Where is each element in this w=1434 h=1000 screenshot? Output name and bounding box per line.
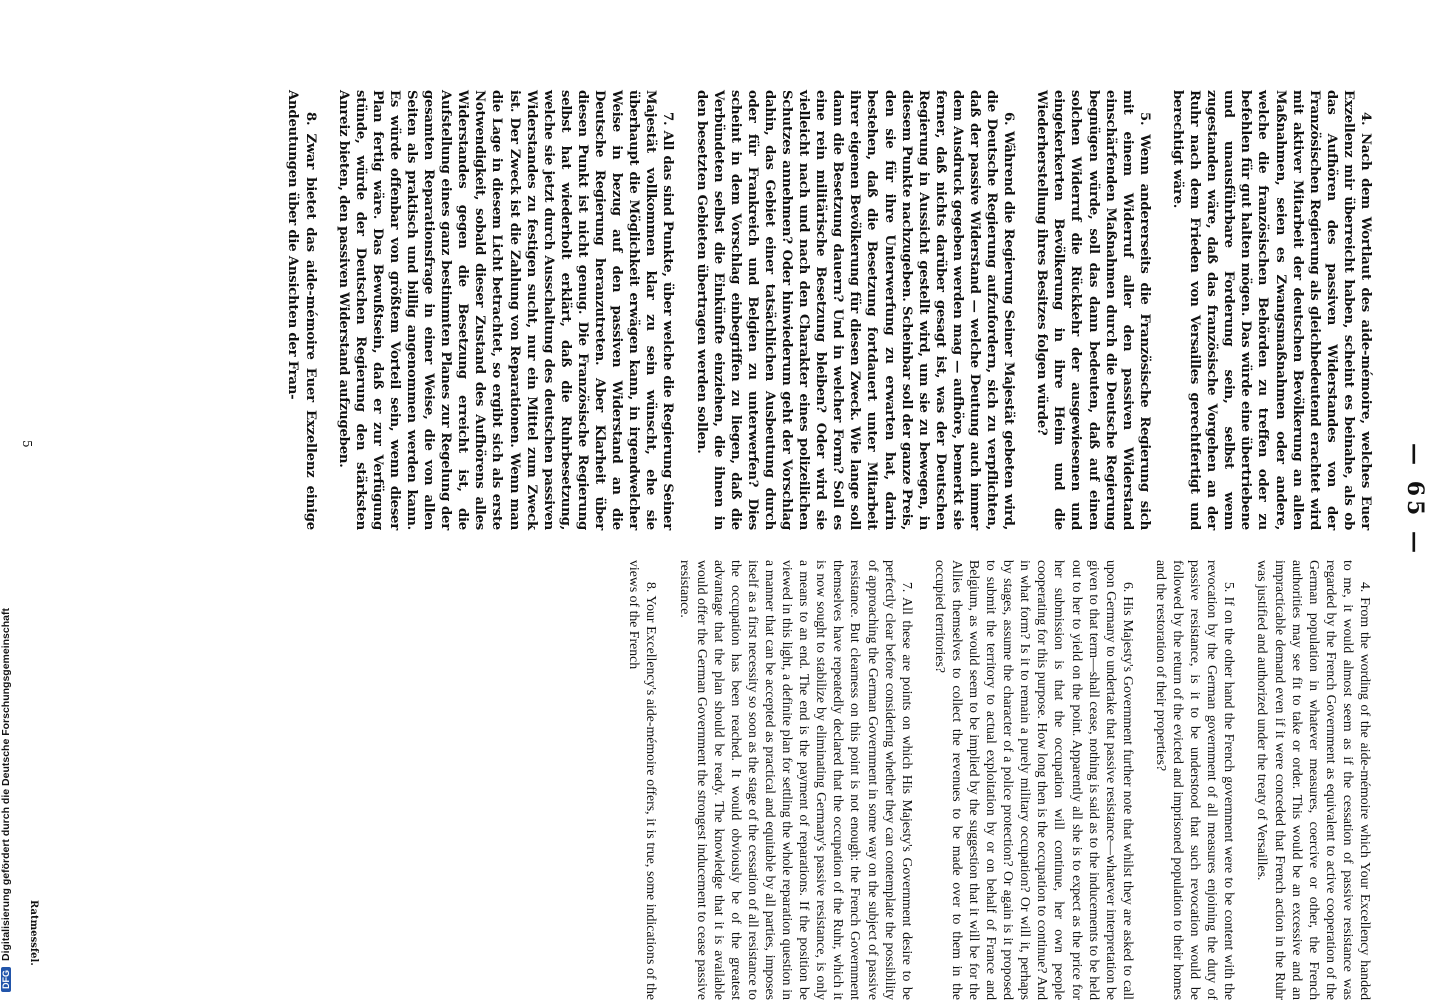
digitization-note: [0, 0, 16, 1000]
german-column: [280, 90, 1374, 530]
dfg-logo: DFG: [1, 967, 11, 992]
english-paragraph-8: 8. Your Excellency's aide-mémoire offers, it is true, some indications of the views of the French: [627, 560, 660, 1000]
german-paragraph-8: 8. Zwar bietet das aide-mémoire Euer Exzellenz einige Andeutungen über die Ansichten der Fran-: [285, 90, 318, 530]
german-paragraph-5: 5. Wenn andererseits die Französische Regierung sich mit einem Widerruf aller den passiven Widerstand einschärfenden Maßnahmen durch die Deutsche Regierung begnügen würde, soll das dann bedeuten, daß auf einen solchen Widerruf die Rückkehr der ausgewiesenen und eingekerkerten Bevölkerung in ihre Heim und die Wiederherstellung ihres Besitzes folgen würde?: [1034, 90, 1152, 530]
footer-page-number: 5: [20, 440, 34, 448]
german-paragraph-6: 6. Während die Regierung Seiner Majestät gebeten wird, die Deutsche Regierung aufzufordern, sich zu verpflichten, daß der passive Widerstand — welche Deutung auch immer dem Ausdruck gegeben werden mag — aufhöre, bemerkt sie ferner, daß nichts darüber gesagt ist, was der Deutschen Regierung in Aussicht gestellt wird, um sie zu bewegen, in diesem Punkte nachzugeben. Scheinbar soll der ganze Preis, den sie für ihre Unterwerfung zu erwarten hat, darin bestehen, daß die Besetzung fortdauert unter Mitarbeit ihrer eigenen Bevölkerung für diesen Zweck. Wie lange soll dann die Besetzung dauern? Und in welcher Form? Soll es eine rein militärische Besetzung bleiben? Oder wird sie vielleicht nach und nach den Charakter eines polizeilichen Schutzes annehmen? Oder hinwiederum geht der Vorschlag dahin, das Gebiet einer tatsächlichen Ausbeutung durch oder für Frankreich und Belgien zu unterwerfen? Dies scheint in dem Vorschlag einbegriffen zu liegen, daß die Verbündeten selbst die Einkünfte einziehen, die ihnen in den besetzten Gebieten übertragen werden sollen.: [693, 90, 1017, 530]
english-paragraph-5: 5. If on the other hand the French government were to be content with the revocation by the German government of all measures enjoining the duty of passive resistance, is it to be understood that such revocation would be followed by the return of the evicted and imprisoned population to their homes and the restoration of their properties?: [1153, 560, 1238, 1000]
page-number: 65: [1402, 480, 1428, 520]
page-number-header: — 65 —: [1402, 443, 1428, 557]
english-paragraph-7: 7. All these are points on which His Majesty's Government desire to be perfectly clear before considering whether they can contemplate the possibility of approaching the German Government in some way on the subject of passive resistance. But clearness on this point is not enough: the French Government themselves have repeatedly declared that the occupation of the Ruhr, which it is now sought to stabilize by eliminating Germany's passive resistance, is only a means to an end. The end is the payment of reparations. If the position be viewed in this light, a definite plan for settling the whole reparation question in a manner that can be accepted as practical and equitable by all parties, imposes itself as a first necessity so soon as the stage of the cessation of all resistance to the occupation has been reached. It would obviously be of the greatest advantage that the plan should be ready. The knowledge that it is available would offer the German Government the strongest inducement to cease passive resistance.: [677, 560, 915, 1000]
digitization-text: Digitalisierung gefördert durch die Deutsche Forschungsgemeinschaft: [0, 608, 12, 961]
footer-signature: Ratmessfel.: [28, 900, 39, 966]
english-paragraph-6: 6. His Majesty's Government further note that whilst they are asked to call upon Germany to undertake that passive resistance—whatever interpretation be given to that term—shall cease, nothing is said as to the inducements to be held out to her to yield on the point. Apparently all she is to expect as the price for her submission is that the occupation will continue, her own people cooperating for this purpose. How long then is the occupation to continue? And in what form? Is it to remain a purely military occupation? Or will it, perhaps by stages, assume the character of a police protection? Or again is it proposed to submit the territory to actual exploitation by or on behalf of France and Belgium, as would seem to be implied by the suggestion that it will be for the Allies themselves to collect the revenues to be made over to them in the occupied territories?: [932, 560, 1136, 1000]
german-paragraph-4: 4. Nach dem Wortlaut des aide-mémoire, welches Euer Exzellenz mir überreicht haben, scheint es beinahe, als ob das Aufhören des passiven Widerstandes von der Französischen Regierung als gleichbedeutend erachtet wird mit aktiver Mitarbeit der deutschen Bevölkerung an allen Maßnahmen, seien es Zwangsmaßnahmen oder andere, welche die französischen Behörden zu treffen oder zu befehlen für gut halten mögen. Das würde eine übertriebene und unausführbare Forderung sein, selbst wenn zugestanden wäre, daß das französische Vorgehen an der Ruhr nach dem Frieden von Versailles gerechtfertigt und berechtigt wäre.: [1169, 90, 1373, 530]
german-paragraph-7: 7. All das sind Punkte, über welche die Regierung Seiner Majestät vollkommen klar zu sein wünscht, ehe sie überhaupt die Möglichkeit erwägen kann, in irgendwelcher Weise in bezug auf den passiven Widerstand an die Deutsche Regierung heranzutreten. Aber Klarheit über diesen Punkt ist nicht genug. Die Französische Regierung selbst hat wiederholt erklärt, daß die Ruhrbesetzung, welche sie jetzt durch Ausschaltung des deutschen passiven Widerstandes zu festigen sucht, nur ein Mittel zum Zweck ist. Der Zweck ist die Zahlung von Reparationen. Wenn man die Lage in diesem Licht betrachtet, so ergibt sich als erste Notwendigkeit, sobald dieser Zustand des Aufhörens alles Widerstandes gegen die Besetzung erreicht ist, die Aufstellung eines ganz bestimmten Planes zur Regelung der gesamten Reparationsfrage in einer Weise, die von allen Seiten als praktisch und billig angenommen werden kann. Es würde offenbar von größtem Vorteil sein, wenn dieser Plan fertig wäre. Das Bewußtsein, daß er zur Verfügung stünde, würde der Deutschen Regierung den stärksten Anreiz bieten, den passiven Widerstand aufzugeben.: [335, 90, 676, 530]
english-column: [622, 560, 1374, 1000]
english-paragraph-4: 4. From the wording of the aide-mémoire which Your Excellency handed to me, it would almost seem as if the cessation of passive resistance was regarded by the French Government as equivalent to active cooperation of the German population in whatever measures, coercive or other, the French authorities may see fit to take or order. This would be an excessive and an impracticable demand even if it were conceded that French action in the Ruhr was justified and authorized under the treaty of Versailles.: [1255, 560, 1373, 1000]
